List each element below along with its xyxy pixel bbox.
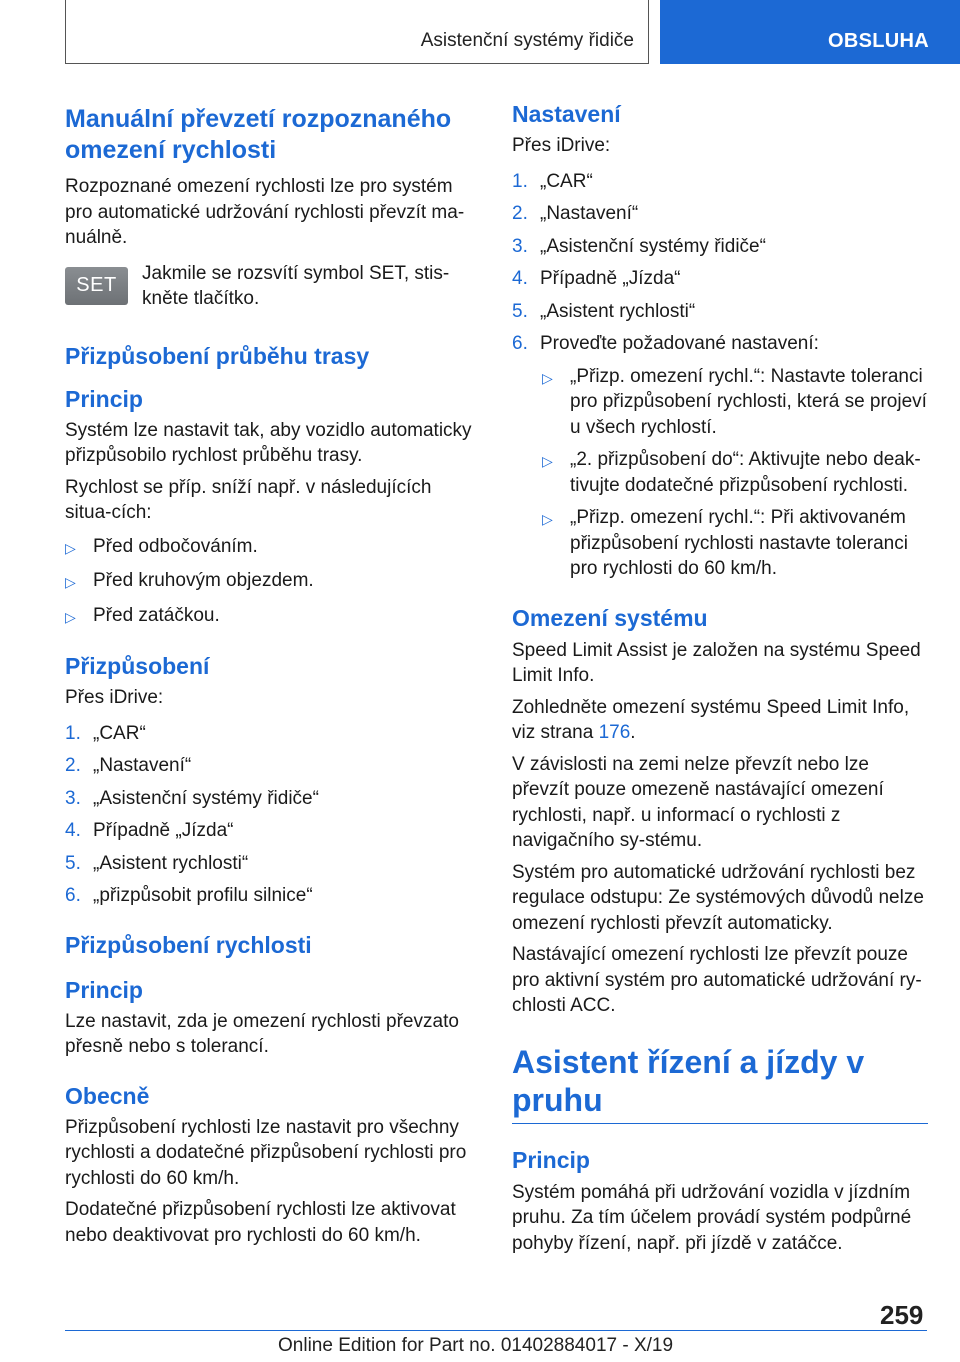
text-principle-2: Lze nastavit, zda je omezení rychlosti převzato přesně nebo s tolerancí. bbox=[65, 1010, 459, 1057]
text-principle-1b: Rychlost se příp. sníží např. v následujících situa-cích: bbox=[65, 476, 432, 523]
list-item: 4. Případně „Jízda“ bbox=[512, 268, 681, 289]
settings-sub-list bbox=[512, 364, 928, 582]
header-section-title: Asistenční systémy řidiče bbox=[420, 30, 634, 51]
text-limits-4: Systém pro automatické udržování rychlosti bez regulace odstupu: Ze systémových důvodů nelze omezení rychlosti převzít automaticky. bbox=[512, 861, 924, 934]
heading-principle: Princip bbox=[512, 1146, 590, 1173]
text-idrive: Přes iDrive: bbox=[65, 687, 164, 708]
list-item: ▷ „Přizp. omezení rychl.“: Nastavte toleranci pro přizpůsobení rychlosti, která se projeví u všech rychlostí. bbox=[542, 364, 928, 441]
list-item: 3. „Asistenční systémy řidiče“ bbox=[512, 235, 766, 257]
list-item: 1. „CAR“ bbox=[65, 722, 146, 744]
text-lane: Systém pomáhá při udržování vozidla v jízdním pruhu. Za tím účelem provádí systém podpůrné pohyby řízení, např. při jízdě v zatáčce. bbox=[512, 1181, 912, 1254]
list-item: 5. „Asistent rychlosti“ bbox=[512, 300, 696, 322]
list-item: 1. „CAR“ bbox=[512, 170, 593, 192]
text-general-1: Přizpůsobení rychlosti lze nastavit pro všechny rychlosti a dodatečné přizpůsobení rychlosti pro rychlosti do 60 km/h. bbox=[65, 1116, 467, 1189]
heading-route-adaptation: Přizpůsobení průběhu trasy bbox=[65, 342, 370, 369]
list-item: ▷ „2. přizpůsobení do“: Aktivujte nebo deak-tivujte dodatečné přizpůsobení rychlosti. bbox=[542, 447, 928, 498]
triangle-right-outline-icon: ▷ bbox=[65, 539, 76, 556]
text-general-2: Dodatečné přizpůsobení rychlosti lze aktivovat nebo deaktivovat pro rychlosti do 60 km/h. bbox=[65, 1199, 456, 1246]
list-item: 4. Případně „Jízda“ bbox=[65, 820, 234, 841]
triangle-right-outline-icon: ▷ bbox=[65, 608, 76, 625]
text-limits-5: Nastávající omezení rychlosti lze převzít pouze pro aktivní systém pro automatické udržování ry-chlosti ACC. bbox=[512, 944, 922, 1016]
text-manual-takeover: Rozpoznané omezení rychlosti lze pro systém pro automatické udržování rychlosti převzít ma-nuálně. bbox=[65, 176, 465, 248]
text-principle-1a: Systém lze nastavit tak, aby vozidlo automaticky přizpůsobilo rychlost průběhu trasy. bbox=[65, 419, 472, 466]
set-button-icon: SET bbox=[65, 267, 128, 305]
triangle-right-outline-icon: ▷ bbox=[65, 574, 76, 590]
page-number: 259 bbox=[880, 1300, 924, 1330]
set-instruction-text: Jakmile se rozsvítí symbol SET, stis-kněte tlačítko. bbox=[142, 262, 450, 309]
situation-list bbox=[65, 534, 475, 631]
list-item: 5. „Asistent rychlosti“ bbox=[65, 852, 249, 874]
header-frame bbox=[65, 0, 649, 64]
header-tab bbox=[660, 0, 960, 64]
heading-adaptation: Přizpůsobení bbox=[65, 653, 210, 679]
heading-manual-takeover: Manuální převzetí rozpoznaného omezení rychlosti bbox=[65, 105, 452, 164]
header-tab-label: OBSLUHA bbox=[828, 30, 929, 52]
triangle-right-outline-icon: ▷ bbox=[542, 453, 553, 469]
list-item: 6. „přizpůsobit profilu silnice“ bbox=[65, 885, 313, 906]
list-item: ▷ Před zatáčkou. bbox=[65, 603, 475, 631]
left-column bbox=[65, 100, 475, 1254]
page-link-176[interactable]: 176 bbox=[598, 722, 631, 743]
settings-steps bbox=[512, 169, 928, 357]
text-limits-2: Zohledněte omezení systému Speed Limit Info, viz strana 176. bbox=[512, 696, 910, 743]
list-item: ▷ Před odbočováním. bbox=[65, 534, 475, 562]
heading-principle-1: Princip bbox=[65, 385, 143, 412]
list-item: ▷ Před kruhovým objezdem. bbox=[65, 568, 475, 596]
text-limits-1: Speed Limit Assist je založen na systému Speed Limit Info. bbox=[512, 639, 921, 686]
heading-system-limits: Omezení systému bbox=[512, 604, 708, 631]
list-item: 6. Proveďte požadované nastavení: bbox=[512, 333, 819, 354]
list-item: 2. „Nastavení“ bbox=[65, 755, 192, 776]
list-item: 2. „Nastavení“ bbox=[512, 203, 639, 224]
heading-settings: Nastavení bbox=[512, 101, 621, 127]
heading-rule bbox=[512, 1123, 928, 1124]
text-idrive: Přes iDrive: bbox=[512, 135, 611, 156]
footer-rule bbox=[65, 1330, 927, 1331]
heading-speed-adaptation: Přizpůsobení rychlosti bbox=[65, 931, 312, 958]
heading-principle-2: Princip bbox=[65, 976, 143, 1003]
heading-general: Obecně bbox=[65, 1082, 150, 1109]
adaptation-steps bbox=[65, 721, 475, 909]
text-limits-3: V závislosti na zemi nelze převzít nebo lze převzít pouze omezeně nastávající omezení rychlosti, např. u informací o rychlosti z navigačního sy-stému. bbox=[512, 753, 884, 851]
triangle-right-outline-icon: ▷ bbox=[542, 369, 553, 386]
list-item: ▷ „Přizp. omezení rychl.“: Při aktivovaném přizpůsobení rychlosti nastavte toleranci pro rychlosti do 60 km/h. bbox=[542, 505, 928, 582]
set-instruction bbox=[65, 261, 475, 312]
right-column bbox=[512, 100, 928, 1262]
list-item: 3. „Asistenční systémy řidiče“ bbox=[65, 787, 319, 809]
triangle-right-outline-icon: ▷ bbox=[542, 511, 553, 527]
heading-lane-assistant: Asistent řízení a jízdy v pruhu bbox=[512, 1043, 865, 1118]
footer-edition: Online Edition for Part no. 01402884017 - X/19 bbox=[278, 1335, 674, 1356]
